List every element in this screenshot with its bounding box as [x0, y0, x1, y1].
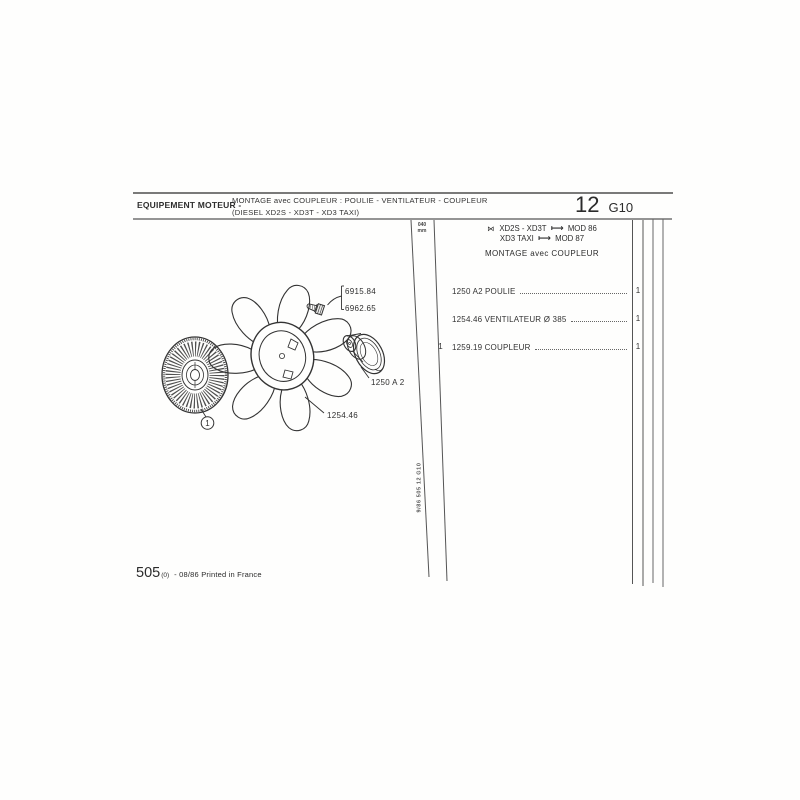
subject-line-2: (DIESEL XD2S - XD3T - XD3 TAXI) — [232, 208, 360, 217]
part-qty: 1 — [635, 286, 641, 295]
callout-bolt-top: 6915.84 — [345, 287, 377, 296]
part-number: 1259.19 — [452, 343, 483, 352]
part-ref-number: 1 — [438, 342, 443, 351]
spine-code-line2: mm — [417, 228, 427, 234]
binding-rules — [411, 219, 663, 587]
from-model-arrow-icon: ⟼ — [538, 233, 551, 243]
spine-code-box — [411, 222, 433, 234]
model-applicability-line2 — [447, 233, 637, 244]
model-line1-models: XD2S - XD3T — [499, 224, 547, 233]
footer-edition: (0) — [161, 572, 170, 579]
part-qty: 1 — [635, 342, 641, 351]
subject-line-1: MONTAGE avec COUPLEUR : POULIE - VENTILATEUR - COUPLEUR — [232, 196, 488, 205]
part-qty: 1 — [635, 314, 641, 323]
chapter-reference — [575, 192, 633, 218]
spine-code-line1: 040 — [417, 222, 427, 228]
callout-fan: 1254.46 — [327, 411, 359, 420]
clutch-ref-label: 1 — [205, 419, 210, 429]
model-line2-models: XD3 TAXI — [499, 234, 534, 243]
fan-leader-line — [305, 397, 324, 413]
chapter-code: G10 — [608, 200, 634, 215]
fan-clutch-drawing — [162, 337, 228, 429]
spine-vertical-reference: 9/86 505 12 G10 — [416, 462, 423, 513]
model-line2-mod: MOD 87 — [555, 234, 585, 243]
part-number: 1254.46 — [452, 315, 483, 324]
chapter-number: 12 — [575, 192, 600, 217]
part-designation: POULIE — [485, 287, 516, 296]
pulley-drawing — [341, 329, 391, 379]
model-line1-mod: MOD 86 — [567, 224, 597, 233]
table-row — [452, 342, 630, 352]
dotted-leader — [520, 293, 627, 294]
table-row — [452, 314, 630, 324]
footer-imprint — [136, 565, 262, 581]
assembly-subtitle: MONTAGE avec COUPLEUR — [484, 249, 600, 258]
bolt-drawing — [306, 286, 344, 315]
callout-bolt-bottom: 6962.65 — [345, 304, 377, 313]
callout-pulley: 1250 A 2 — [371, 378, 405, 387]
part-designation: COUPLEUR — [484, 343, 531, 352]
part-number: 1250 A2 — [452, 287, 483, 296]
dotted-leader — [535, 349, 627, 350]
footer-print-note: - 08/86 Printed in France — [174, 570, 262, 579]
section-title: EQUIPEMENT MOTEUR - — [137, 200, 242, 210]
table-row — [452, 286, 630, 296]
footer-model: 505 — [136, 565, 161, 581]
from-model-arrow-icon: ⟼ — [550, 223, 564, 233]
model-marker-icon: ⋈ — [487, 226, 495, 233]
dotted-leader — [571, 321, 627, 322]
part-designation: VENTILATEUR Ø 385 — [484, 315, 567, 324]
